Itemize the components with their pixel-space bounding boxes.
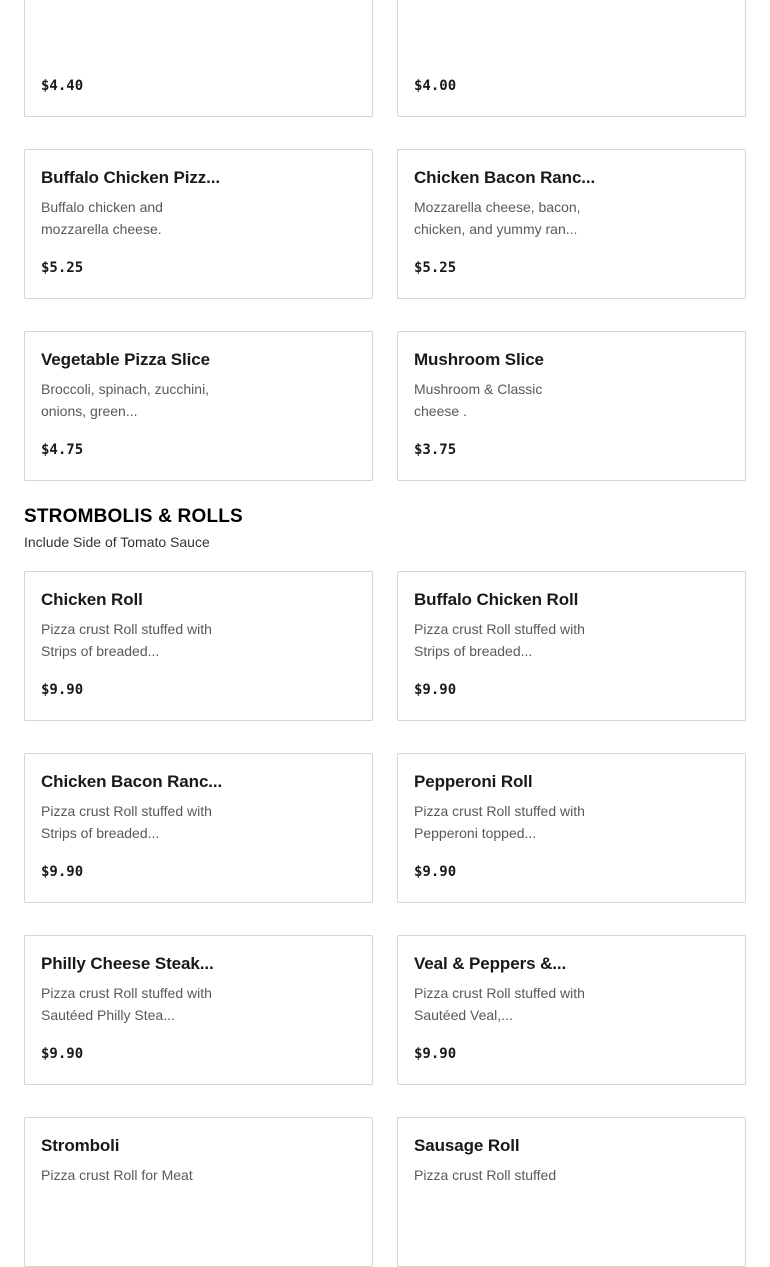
item-description: Pizza crust Roll stuffed with Strips of breaded... — [41, 803, 212, 841]
item-name: Buffalo Chicken Pizz... — [41, 168, 221, 187]
menu-item-card[interactable] — [24, 935, 373, 1085]
item-name: Philly Cheese Steak... — [41, 954, 214, 973]
item-name: Vegetable Pizza Slice — [41, 350, 210, 369]
menu-item-card[interactable] — [24, 571, 373, 721]
item-description: Pizza crust Roll stuffed with Pepperoni topped... — [414, 803, 585, 841]
menu-item-card[interactable] — [397, 149, 746, 299]
item-price: $4.00 — [414, 78, 457, 94]
item-description: Broccoli, spinach, zucchini, onions, green... — [41, 381, 210, 419]
item-price: $5.25 — [41, 260, 84, 276]
item-name: Chicken Roll — [41, 590, 143, 609]
item-description: Buffalo chicken and mozzarella cheese. — [41, 199, 163, 237]
item-price: $9.90 — [41, 864, 84, 880]
menu-item-card[interactable] — [397, 935, 746, 1085]
section-title: STROMBOLIS & ROLLS — [24, 506, 243, 527]
item-description: Mozzarella cheese, bacon, chicken, and yummy ran... — [414, 199, 581, 237]
item-price: $9.90 — [41, 1046, 84, 1062]
item-name: Chicken Bacon Ranc... — [414, 168, 596, 187]
item-price: $9.90 — [41, 682, 84, 698]
item-name: Stromboli — [41, 1136, 120, 1155]
menu-item-card[interactable] — [397, 331, 746, 481]
item-description: Pizza crust Roll for Meat — [41, 1167, 193, 1183]
item-description: Pizza crust Roll stuffed with Strips of breaded... — [414, 621, 585, 659]
menu-item-card[interactable] — [24, 331, 373, 481]
menu-item-card[interactable] — [397, 0, 746, 117]
item-price: $9.90 — [414, 864, 457, 880]
item-description: Pizza crust Roll stuffed with Sautéed Philly Stea... — [41, 985, 212, 1023]
strombolis-section-header — [24, 505, 770, 571]
menu-item-card[interactable] — [24, 753, 373, 903]
menu-item-card[interactable] — [397, 571, 746, 721]
menu-item-card[interactable] — [397, 1117, 746, 1267]
menu-item-card[interactable] — [24, 149, 373, 299]
strombolis-items-grid — [24, 571, 746, 1267]
item-price: $5.25 — [414, 260, 457, 276]
pizza-items-grid — [24, 0, 746, 481]
item-description: Pizza crust Roll stuffed with Strips of breaded... — [41, 621, 212, 659]
item-price: $9.90 — [414, 1046, 457, 1062]
item-name: Sausage Roll — [414, 1136, 520, 1155]
item-description: Mushroom & Classic cheese . — [414, 381, 543, 419]
item-price: $9.90 — [414, 682, 457, 698]
item-price: $3.75 — [414, 442, 457, 458]
menu-item-card[interactable] — [397, 753, 746, 903]
item-name: Pepperoni Roll — [414, 772, 533, 791]
item-description: Pizza crust Roll stuffed with Sautéed Veal,... — [414, 985, 585, 1023]
item-price: $4.40 — [41, 78, 84, 94]
section-subtitle: Include Side of Tomato Sauce — [24, 534, 210, 550]
item-description: Pizza crust Roll stuffed — [414, 1167, 557, 1183]
item-name: Chicken Bacon Ranc... — [41, 772, 223, 791]
item-name: Mushroom Slice — [414, 350, 544, 369]
item-price: $4.75 — [41, 442, 84, 458]
menu-item-card[interactable] — [24, 0, 373, 117]
item-name: Veal & Peppers &... — [414, 954, 567, 973]
menu-item-card[interactable] — [24, 1117, 373, 1267]
item-name: Buffalo Chicken Roll — [414, 590, 579, 609]
